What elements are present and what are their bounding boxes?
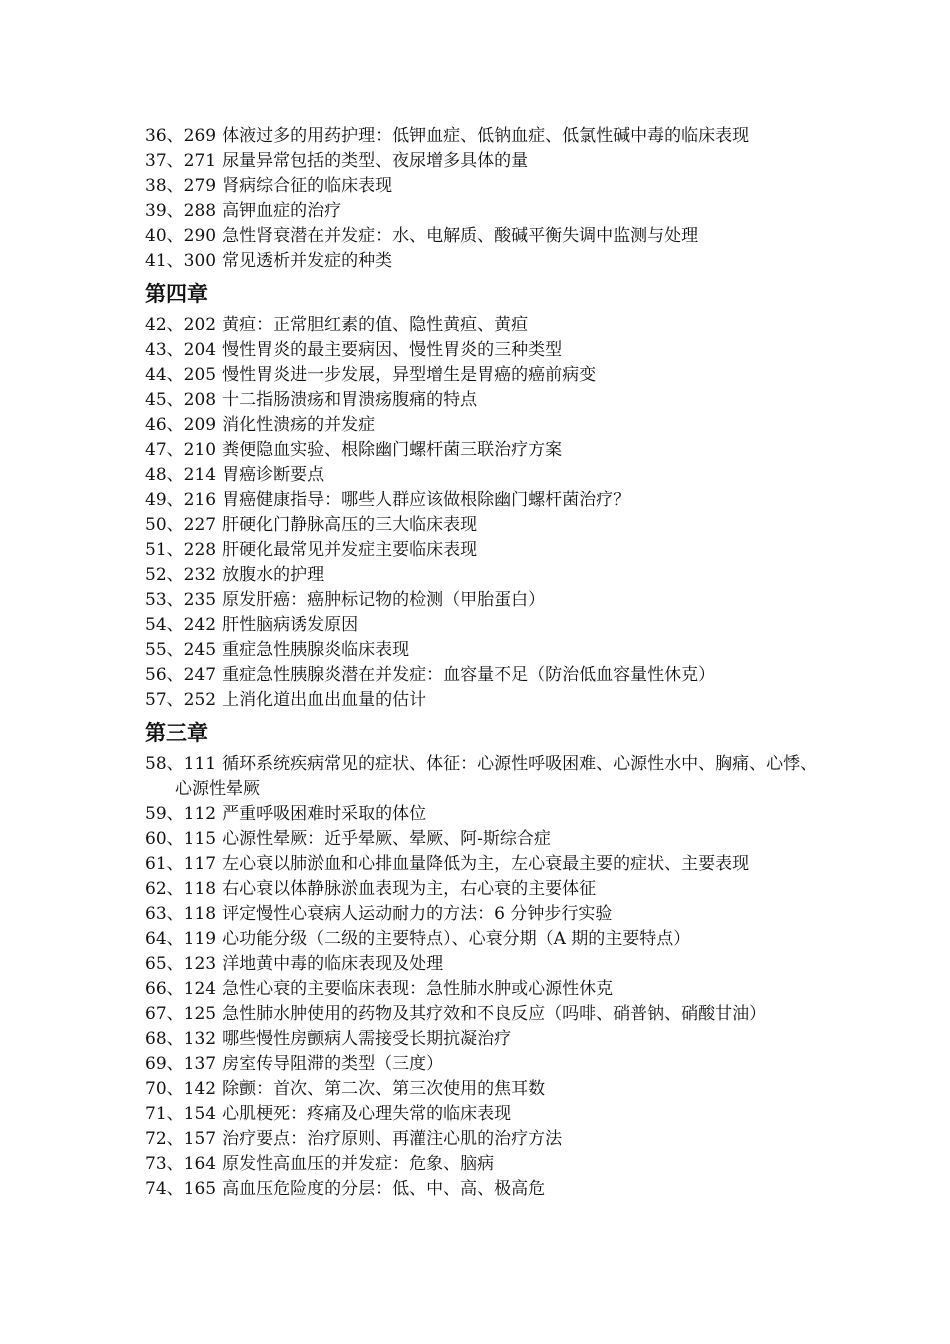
item-text: 急性心衰的主要临床表现：急性肺水肿或心源性休克 — [222, 979, 614, 999]
list-item — [145, 513, 825, 538]
item-number: 63、118 — [145, 904, 217, 924]
item-text: 严重呼吸困难时采取的体位 — [222, 804, 427, 824]
list-item — [145, 313, 825, 338]
item-text: 胃癌健康指导：哪些人群应该做根除幽门螺杆菌治疗？ — [222, 490, 631, 510]
item-text: 左心衰以肺淤血和心排血量降低为主，左心衰最主要的症状、主要表现 — [222, 854, 750, 874]
list-item — [145, 563, 825, 588]
item-text: 循环系统疾病常见的症状、体征：心源性呼吸困难、心源性水中、胸痛、心悸、心源性晕厥 — [175, 754, 818, 799]
item-number: 41、300 — [145, 251, 217, 271]
item-text: 心功能分级（二级的主要特点）、心衰分期（A 期的主要特点） — [222, 929, 691, 949]
item-number: 46、209 — [145, 415, 217, 435]
item-text: 肝硬化门静脉高压的三大临床表现 — [222, 515, 478, 535]
item-text: 肝硬化最常见并发症主要临床表现 — [222, 540, 478, 560]
item-number: 47、210 — [145, 440, 217, 460]
item-number: 55、245 — [145, 640, 217, 660]
list-item — [145, 1152, 825, 1177]
list-item — [145, 149, 825, 174]
list-item — [145, 952, 825, 977]
list-item — [145, 977, 825, 1002]
item-number: 69、137 — [145, 1054, 217, 1074]
item-text: 急性肺水肿使用的药物及其疗效和不良反应（吗啡、硝普钠、硝酸甘油） — [222, 1004, 767, 1024]
item-number: 49、216 — [145, 490, 217, 510]
item-number: 65、123 — [145, 954, 217, 974]
item-number: 53、235 — [145, 590, 217, 610]
item-text: 心肌梗死：疼痛及心理失常的临床表现 — [222, 1104, 512, 1124]
item-number: 57、252 — [145, 690, 217, 710]
list-item — [145, 363, 825, 388]
list-item — [145, 124, 825, 149]
item-text: 治疗要点：治疗原则、再灌注心肌的治疗方法 — [222, 1129, 563, 1149]
list-item — [145, 438, 825, 463]
item-text: 体液过多的用药护理：低钾血症、低钠血症、低氯性碱中毒的临床表现 — [222, 126, 750, 146]
item-number: 54、242 — [145, 615, 217, 635]
list-item — [145, 224, 825, 249]
list-item — [145, 827, 825, 852]
item-number: 59、112 — [145, 804, 217, 824]
list-item — [145, 588, 825, 613]
list-item — [145, 1027, 825, 1052]
item-number: 44、205 — [145, 365, 217, 385]
item-text: 尿量异常包括的类型、夜尿增多具体的量 — [222, 151, 529, 171]
item-text: 右心衰以体静脉淤血表现为主，右心衰的主要体征 — [222, 879, 597, 899]
item-text: 慢性胃炎进一步发展，异型增生是胃癌的癌前病变 — [222, 365, 597, 385]
item-number: 60、115 — [145, 829, 217, 849]
list-item — [145, 1052, 825, 1077]
list-item — [145, 802, 825, 827]
item-number: 71、154 — [145, 1104, 217, 1124]
list-item — [145, 1127, 825, 1152]
item-number: 37、271 — [145, 151, 217, 171]
document-page — [145, 124, 825, 1202]
item-number: 42、202 — [145, 315, 217, 335]
item-text: 慢性胃炎的最主要病因、慢性胃炎的三种类型 — [222, 340, 563, 360]
item-number: 68、132 — [145, 1029, 217, 1049]
item-text: 肾病综合征的临床表现 — [222, 176, 393, 196]
list-item — [145, 413, 825, 438]
list-item — [145, 902, 825, 927]
list-item — [145, 1077, 825, 1102]
item-text: 急性肾衰潜在并发症：水、电解质、酸碱平衡失调中监测与处理 — [222, 226, 699, 246]
item-number: 58、111 — [145, 754, 217, 774]
item-text: 重症急性胰腺炎临床表现 — [222, 640, 410, 660]
item-number: 50、227 — [145, 515, 217, 535]
list-item — [145, 249, 825, 274]
list-item — [145, 638, 825, 663]
item-text: 胃癌诊断要点 — [222, 465, 325, 485]
item-number: 40、290 — [145, 226, 217, 246]
list-item — [145, 388, 825, 413]
item-text: 洋地黄中毒的临床表现及处理 — [222, 954, 444, 974]
item-text: 重症急性胰腺炎潜在并发症：血容量不足（防治低血容量性休克） — [222, 665, 716, 685]
item-number: 43、204 — [145, 340, 217, 360]
list-item — [145, 1002, 825, 1027]
item-number: 70、142 — [145, 1079, 217, 1099]
list-item — [145, 688, 825, 713]
list-item — [145, 338, 825, 363]
item-number: 39、288 — [145, 201, 217, 221]
item-text: 原发性高血压的并发症：危象、脑病 — [222, 1154, 495, 1174]
item-number: 52、232 — [145, 565, 217, 585]
list-item — [145, 877, 825, 902]
item-number: 45、208 — [145, 390, 217, 410]
item-text: 房室传导阻滞的类型（三度） — [222, 1054, 444, 1074]
list-item — [145, 174, 825, 199]
list-item — [145, 199, 825, 224]
item-text: 放腹水的护理 — [222, 565, 325, 585]
list-item — [145, 613, 825, 638]
list-item — [145, 488, 825, 513]
item-number: 66、124 — [145, 979, 217, 999]
item-number: 72、157 — [145, 1129, 217, 1149]
item-text: 常见透析并发症的种类 — [222, 251, 393, 271]
item-number: 67、125 — [145, 1004, 217, 1024]
item-text: 上消化道出血出血量的估计 — [222, 690, 427, 710]
item-text: 黄疸：正常胆红素的值、隐性黄疸、黄疸 — [222, 315, 529, 335]
item-number: 48、214 — [145, 465, 217, 485]
item-number: 51、228 — [145, 540, 217, 560]
item-number: 74、165 — [145, 1179, 217, 1199]
item-text: 哪些慢性房颤病人需接受长期抗凝治疗 — [222, 1029, 512, 1049]
item-text: 十二指肠溃疡和胃溃疡腹痛的特点 — [222, 390, 478, 410]
list-item — [145, 463, 825, 488]
item-text: 心源性晕厥：近乎晕厥、晕厥、阿-斯综合症 — [222, 829, 551, 849]
item-number: 73、164 — [145, 1154, 217, 1174]
item-text: 高钾血症的治疗 — [222, 201, 342, 221]
item-text: 消化性溃疡的并发症 — [222, 415, 376, 435]
item-number: 38、279 — [145, 176, 217, 196]
item-number: 36、269 — [145, 126, 217, 146]
list-item — [145, 1177, 825, 1202]
list-item — [145, 1102, 825, 1127]
chapter-heading: 第四章 — [145, 282, 208, 306]
item-text: 原发肝癌：癌肿标记物的检测（甲胎蛋白） — [222, 590, 546, 610]
item-text: 肝性脑病诱发原因 — [222, 615, 359, 635]
chapter-heading: 第三章 — [145, 721, 208, 745]
item-text: 粪便隐血实验、根除幽门螺杆菌三联治疗方案 — [222, 440, 563, 460]
item-text: 高血压危险度的分层：低、中、高、极高危 — [222, 1179, 546, 1199]
list-item — [145, 752, 825, 802]
item-number: 56、247 — [145, 665, 217, 685]
list-item — [145, 852, 825, 877]
list-item — [145, 663, 825, 688]
item-number: 61、117 — [145, 854, 217, 874]
list-item — [145, 927, 825, 952]
item-number: 62、118 — [145, 879, 217, 899]
item-text: 评定慢性心衰病人运动耐力的方法：6 分钟步行实验 — [222, 904, 613, 924]
item-text: 除颤：首次、第二次、第三次使用的焦耳数 — [222, 1079, 546, 1099]
item-number: 64、119 — [145, 929, 217, 949]
list-item — [145, 538, 825, 563]
